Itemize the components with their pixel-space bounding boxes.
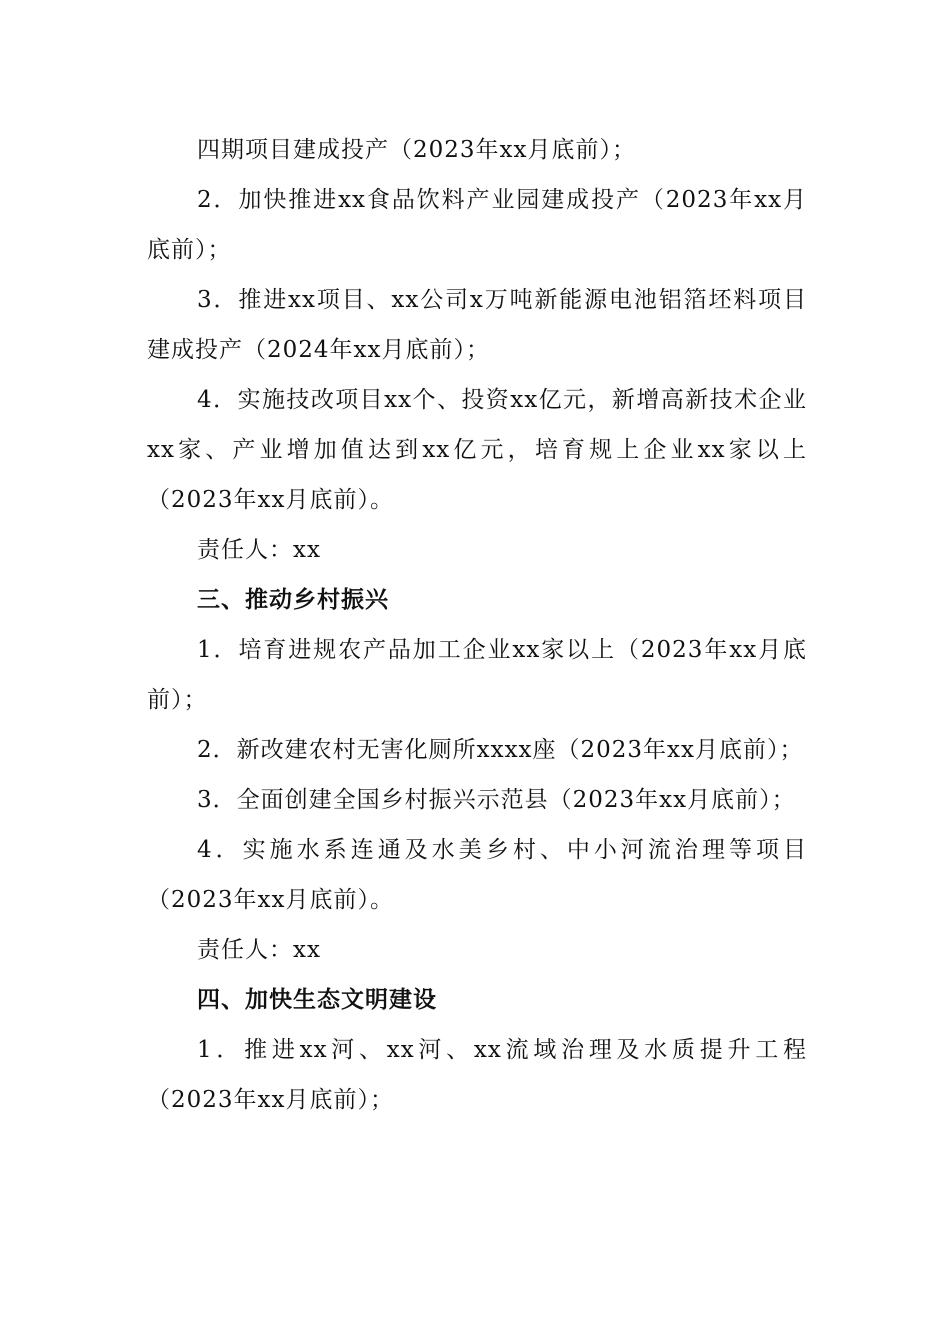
paragraph-battery-foil-project: 3．推进xx项目、xx公司x万吨新能源电池铝箔坯料项目建成投产（2024年xx月底前）； (147, 287, 807, 363)
responsible-person-line: 责任人：xx (197, 937, 321, 963)
paragraph-rural-toilets: 2．新改建农村无害化厕所xxxx座（2023年xx月底前）； (197, 737, 804, 763)
document-body (147, 125, 807, 1125)
section-heading-rural-revitalization: 三、推动乡村振兴 (197, 587, 389, 613)
section-heading-ecological-civilization: 四、加快生态文明建设 (197, 987, 437, 1013)
paragraph-tech-upgrade: 4．实施技改项目xx个、投资xx亿元，新增高新技术企业xx家、产业增加值达到xx亿元，培育规上企业xx家以上（2023年xx月底前）。 (147, 387, 807, 513)
paragraph-agri-processing: 1．培育进规农产品加工企业xx家以上（2023年xx月底前）； (147, 637, 807, 713)
paragraph-phase4-project: 四期项目建成投产（2023年xx月底前）； (197, 137, 636, 163)
paragraph-river-governance: 1．推进xx河、xx河、xx流域治理及水质提升工程（2023年xx月底前）； (147, 1037, 807, 1113)
paragraph-food-beverage-park: 2．加快推进xx食品饮料产业园建成投产（2023年xx月底前）； (147, 187, 807, 263)
paragraph-water-system: 4．实施水系连通及水美乡村、中小河流治理等项目（2023年xx月底前）。 (147, 837, 807, 913)
paragraph-demonstration-county: 3．全面创建全国乡村振兴示范县（2023年xx月底前）； (197, 787, 796, 813)
responsible-person-line: 责任人：xx (197, 537, 321, 563)
